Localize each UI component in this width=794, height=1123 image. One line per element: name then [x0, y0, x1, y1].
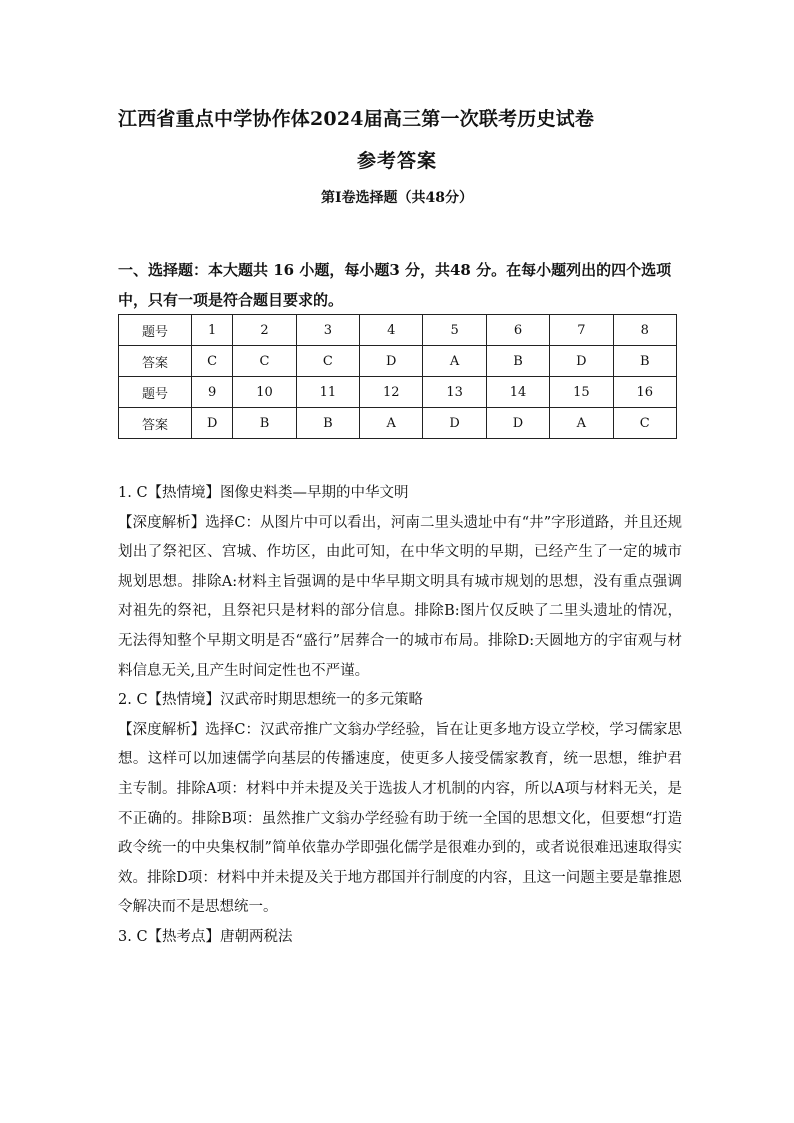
table-cell: 9 — [192, 377, 233, 408]
table-cell: 7 — [550, 315, 613, 346]
table-cell: D — [423, 408, 486, 439]
question-3-heading: 3. C【热考点】唐朝两税法 — [118, 928, 293, 945]
table-row — [119, 315, 677, 346]
question-1-heading: 1. C【热情境】图像史料类—早期的中华文明 — [118, 485, 409, 501]
question-2-analysis: 【深度解析】选择C：汉武帝推广文翁办学经验，旨在让更多地方设立学校，学习儒家思想。这样可以加速儒学向基层的传播速度，使更多人接受儒家教育，统一思想，维护君主专制。排除A项：材料中并未提及关于选拔人才机制的内容，所以A项与材料无关，是不正确的。排除B项：虽然推广文翁办学经验有助于统一全国的思想文化，但要想“打造政令统一的中央集权制”简单依靠办学即强化儒学是很难办到的，或者说很难迅速取得实效。排除D项：材料中并未提及关于地方郡国并行制度的内容，且这一问题主要是靠推恩令解决而不是思想统一。 — [118, 721, 682, 916]
table-cell: 10 — [233, 377, 296, 408]
section-instructions: 一、选择题：本大题共 16 小题，每小题3 分，共48 分。在每小题列出的四个选项中，只有一项是符合题目要求的。 — [118, 261, 672, 309]
table-cell: 2 — [233, 315, 296, 346]
table-cell: 6 — [486, 315, 549, 346]
question-2-heading: 2. C【热情境】汉武帝时期思想统一的多元策略 — [118, 692, 424, 709]
table-cell: D — [486, 408, 549, 439]
question-1-analysis: 【深度解析】选择C：从图片中可以看出，河南二里头遗址中有“井”字形道路，并且还规划出了祭祀区、宫城、作坊区，由此可知，在中华文明的早期，已经产生了一定的城市规划思想。排除A:材料主旨强调的是中华早期文明具有城市规划的思想，没有重点强调对祖先的祭祀，且祭祀只是材料的部分信息。排除B:图片仅反映了二里头遗址的情况，无法得知整个早期文明是否“盛行”居葬合一的城市布局。排除D:天圆地方的宇宙观与材料信息无关,且产生时间定性也不严谨。 — [118, 514, 682, 679]
table-cell: 16 — [613, 377, 676, 408]
table-cell: A — [360, 408, 423, 439]
table-cell: C — [296, 346, 359, 377]
table-cell: 15 — [550, 377, 613, 408]
table-row — [119, 377, 677, 408]
table-cell: B — [233, 408, 296, 439]
table-cell: 1 — [192, 315, 233, 346]
table-cell: 11 — [296, 377, 359, 408]
table-cell: 5 — [423, 315, 486, 346]
table-cell: C — [613, 408, 676, 439]
table-cell: 8 — [613, 315, 676, 346]
table-cell: B — [296, 408, 359, 439]
table-cell: C — [233, 346, 296, 377]
table-cell: 3 — [296, 315, 359, 346]
answer-table — [118, 314, 677, 439]
table-cell: D — [550, 346, 613, 377]
table-cell: A — [550, 408, 613, 439]
table-cell: 14 — [486, 377, 549, 408]
table-cell: B — [486, 346, 549, 377]
answer-explanations — [118, 479, 682, 953]
table-row — [119, 408, 677, 439]
table-cell: D — [360, 346, 423, 377]
row-label-answer: 答案 — [119, 408, 192, 439]
table-cell: A — [423, 346, 486, 377]
row-label-number: 题号 — [119, 377, 192, 408]
table-row — [119, 346, 677, 377]
table-cell: 4 — [360, 315, 423, 346]
table-cell: B — [613, 346, 676, 377]
section-title: 第Ⅰ卷选择题（共48分） — [320, 190, 474, 206]
page-title: 江西省重点中学协作体2024届高三第一次联考历史试卷 — [118, 108, 595, 130]
row-label-number: 题号 — [119, 315, 192, 346]
page-subtitle: 参考答案 — [356, 150, 437, 172]
table-cell: C — [192, 346, 233, 377]
table-cell: 12 — [360, 377, 423, 408]
table-cell: 13 — [423, 377, 486, 408]
table-cell: D — [192, 408, 233, 439]
row-label-answer: 答案 — [119, 346, 192, 377]
